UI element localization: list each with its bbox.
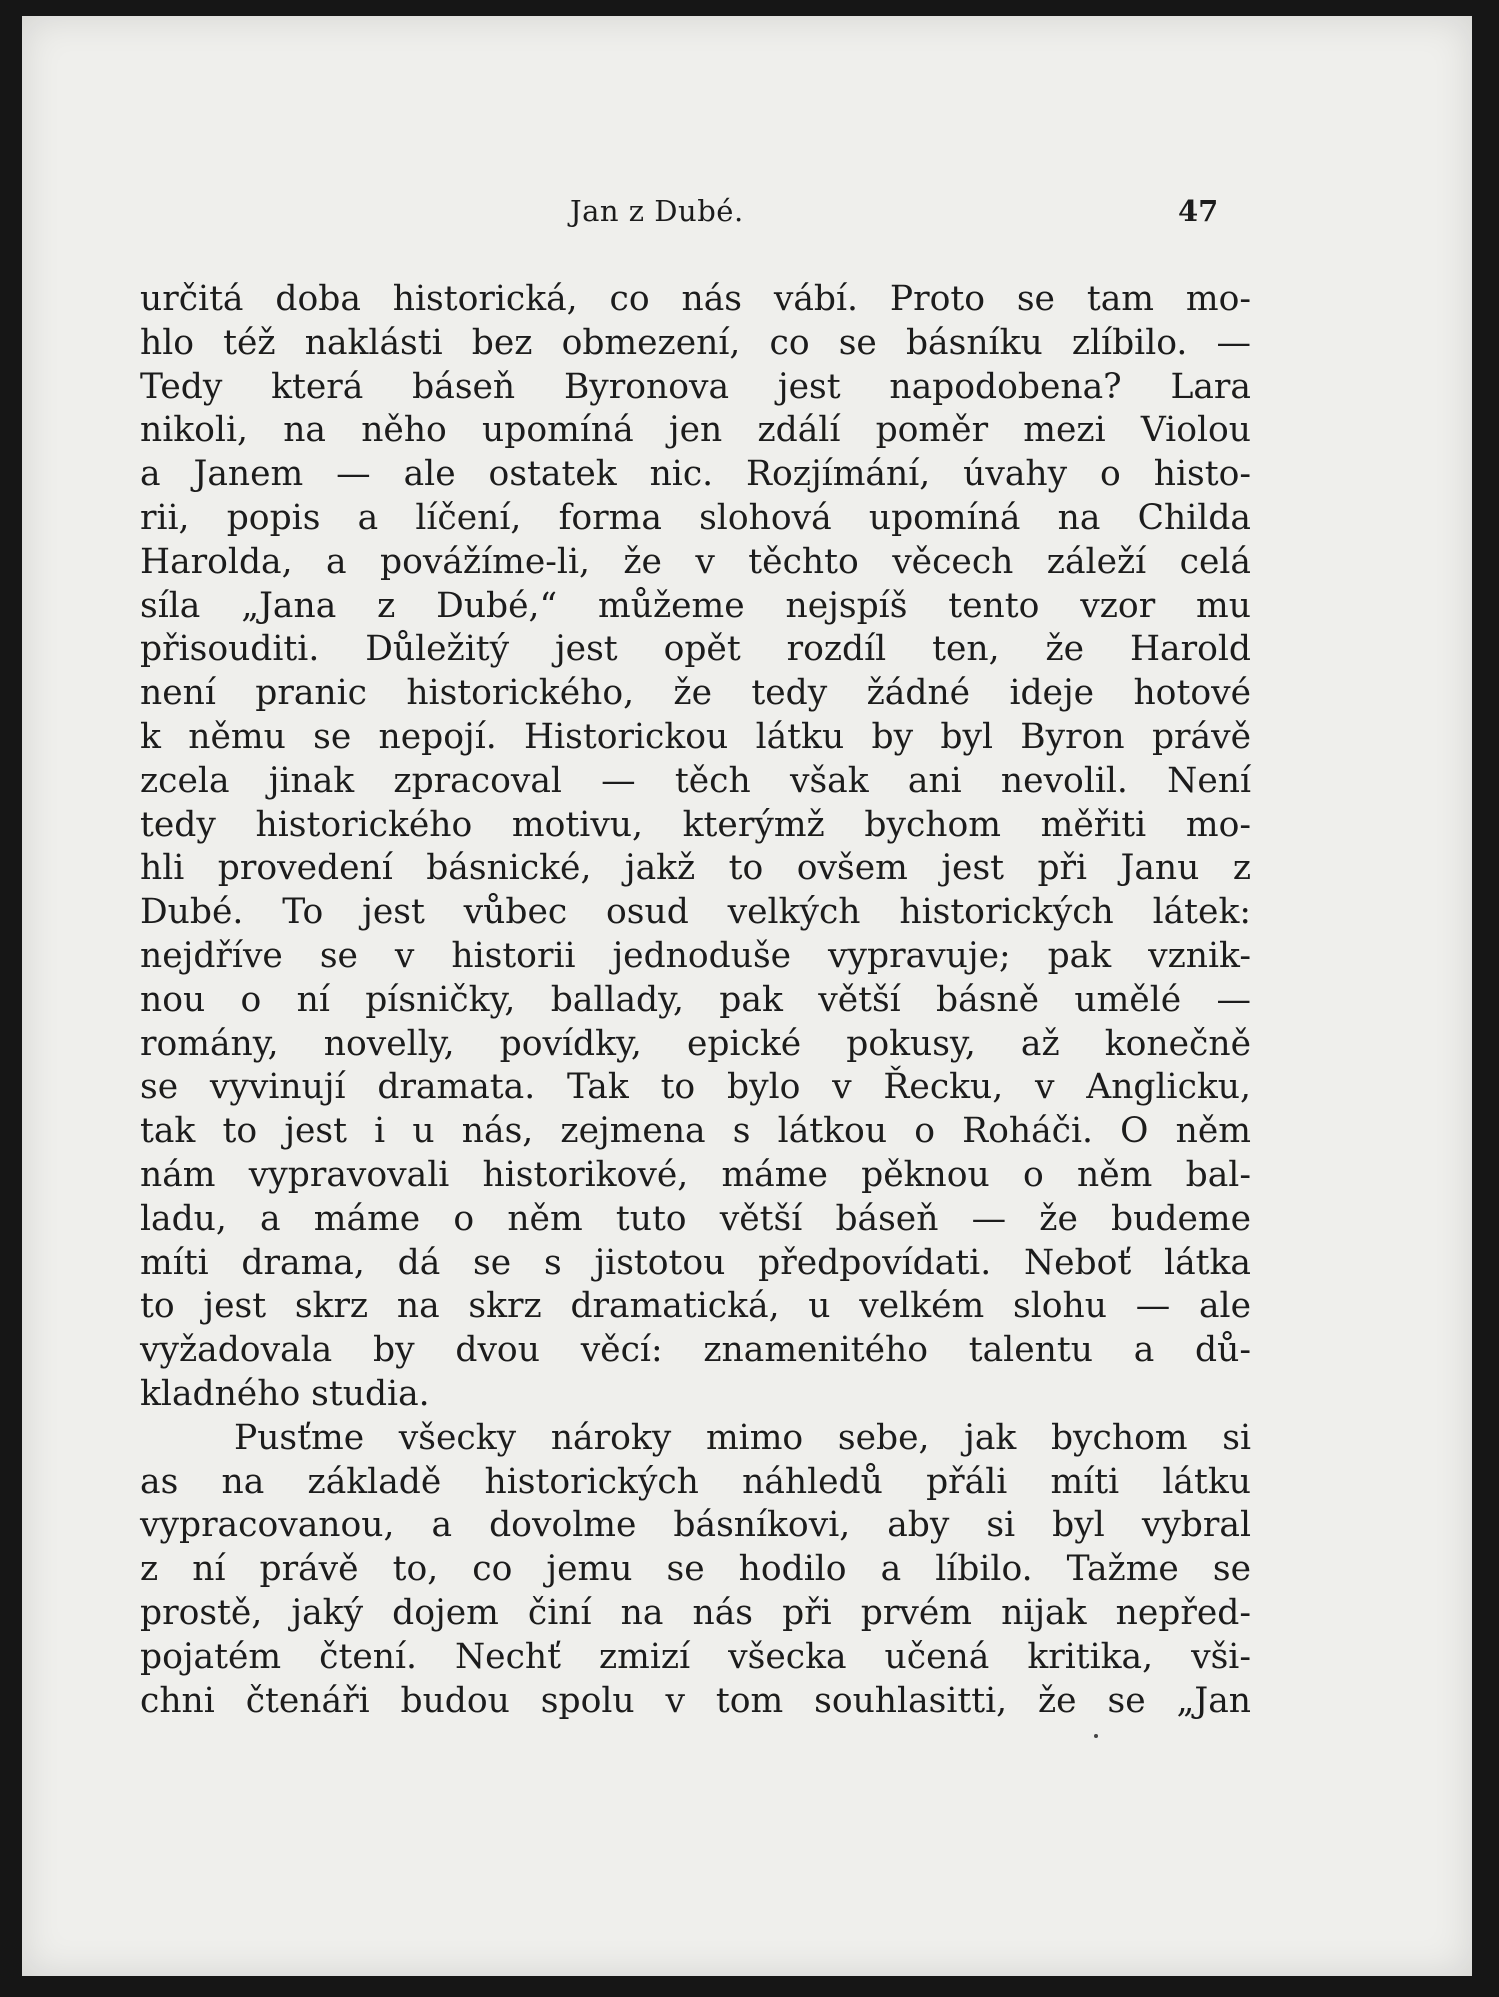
text-line: není pranic historického, že tedy žádné ideje hotové [140, 673, 1251, 714]
text-line: zcela jinak zpracoval — těch však ani nevolil. Není [140, 760, 1251, 801]
text-line: ladu, a máme o něm tuto větší báseň — že budeme [140, 1198, 1251, 1239]
text-line: prostě, jaký dojem činí na nás při prvém nijak nepřed- [140, 1592, 1251, 1633]
page-header [22, 194, 1472, 234]
text-line: vypracovanou, a dovolme básníkovi, aby si byl vybral [140, 1505, 1251, 1546]
body-text [140, 278, 1251, 1723]
running-title: Jan z Dubé. [570, 194, 744, 228]
text-line: Dubé. To jest vůbec osud velkých historických látek: [140, 892, 1251, 933]
text-line: hli provedení básnické, jakž to ovšem jest při Janu z [140, 848, 1251, 889]
text-line: romány, novelly, povídky, epické pokusy, až konečně [140, 1023, 1251, 1064]
scan-speck [1094, 1734, 1098, 1738]
paragraph-start-line: Pusťme všecky nároky mimo sebe, jak bychom si [234, 1417, 1251, 1458]
text-line: nejdříve se v historii jednoduše vypravuje; pak vznik- [140, 935, 1251, 976]
text-line: míti drama, dá se s jistotou předpovídati. Neboť látka [140, 1242, 1251, 1283]
text-line: z ní právě to, co jemu se hodilo a líbilo. Tažme se [140, 1549, 1251, 1590]
text-line: a Janem — ale ostatek nic. Rozjímání, úvahy o histo- [140, 454, 1251, 495]
text-line: Harolda, a povážíme-li, že v těchto věcech záleží celá [140, 541, 1251, 582]
paragraph-end-line: kladného studia. [140, 1373, 430, 1414]
text-line: Tedy která báseň Byronova jest napodobena? Lara [140, 366, 1251, 407]
text-line: tak to jest i u nás, zejmena s látkou o Roháči. O něm [140, 1111, 1251, 1152]
text-line: vyžadovala by dvou věcí: znamenitého talentu a dů- [140, 1330, 1251, 1371]
text-line: as na základě historických náhledů přáli míti látku [140, 1461, 1251, 1502]
text-line: tedy historického motivu, kterýmž bychom měřiti mo- [140, 804, 1251, 845]
text-line: k němu se nepojí. Historickou látku by byl Byron právě [140, 716, 1251, 757]
text-line: pojatém čtení. Nechť zmizí všecka učená kritika, vši- [140, 1636, 1251, 1677]
text-line: určitá doba historická, co nás vábí. Proto se tam mo- [140, 279, 1251, 319]
text-line: přisouditi. Důležitý jest opět rozdíl ten, že Harold [140, 629, 1251, 670]
text-line: rii, popis a líčení, forma slohová upomíná na Childa [140, 497, 1251, 538]
text-line: chni čtenáři budou spolu v tom souhlasitti, že se „Jan [140, 1680, 1251, 1721]
text-line: hlo též naklásti bez obmezení, co se básníku zlíbilo. — [140, 322, 1251, 363]
page-number: 47 [1178, 194, 1219, 228]
text-line: síla „Jana z Dubé,“ můžeme nejspíš tento vzor mu [140, 585, 1251, 626]
text-line: nikoli, na něho upomíná jen zdálí poměr mezi Violou [140, 410, 1251, 451]
text-line: to jest skrz na skrz dramatická, u velkém slohu — ale [140, 1286, 1251, 1327]
text-line: se vyvinují dramata. Tak to bylo v Řecku, v Anglicku, [140, 1067, 1251, 1108]
text-line: nám vypravovali historikové, máme pěknou o něm bal- [140, 1154, 1251, 1195]
text-line: nou o ní písničky, ballady, pak větší básně umělé — [140, 979, 1251, 1020]
book-page [22, 16, 1472, 1976]
